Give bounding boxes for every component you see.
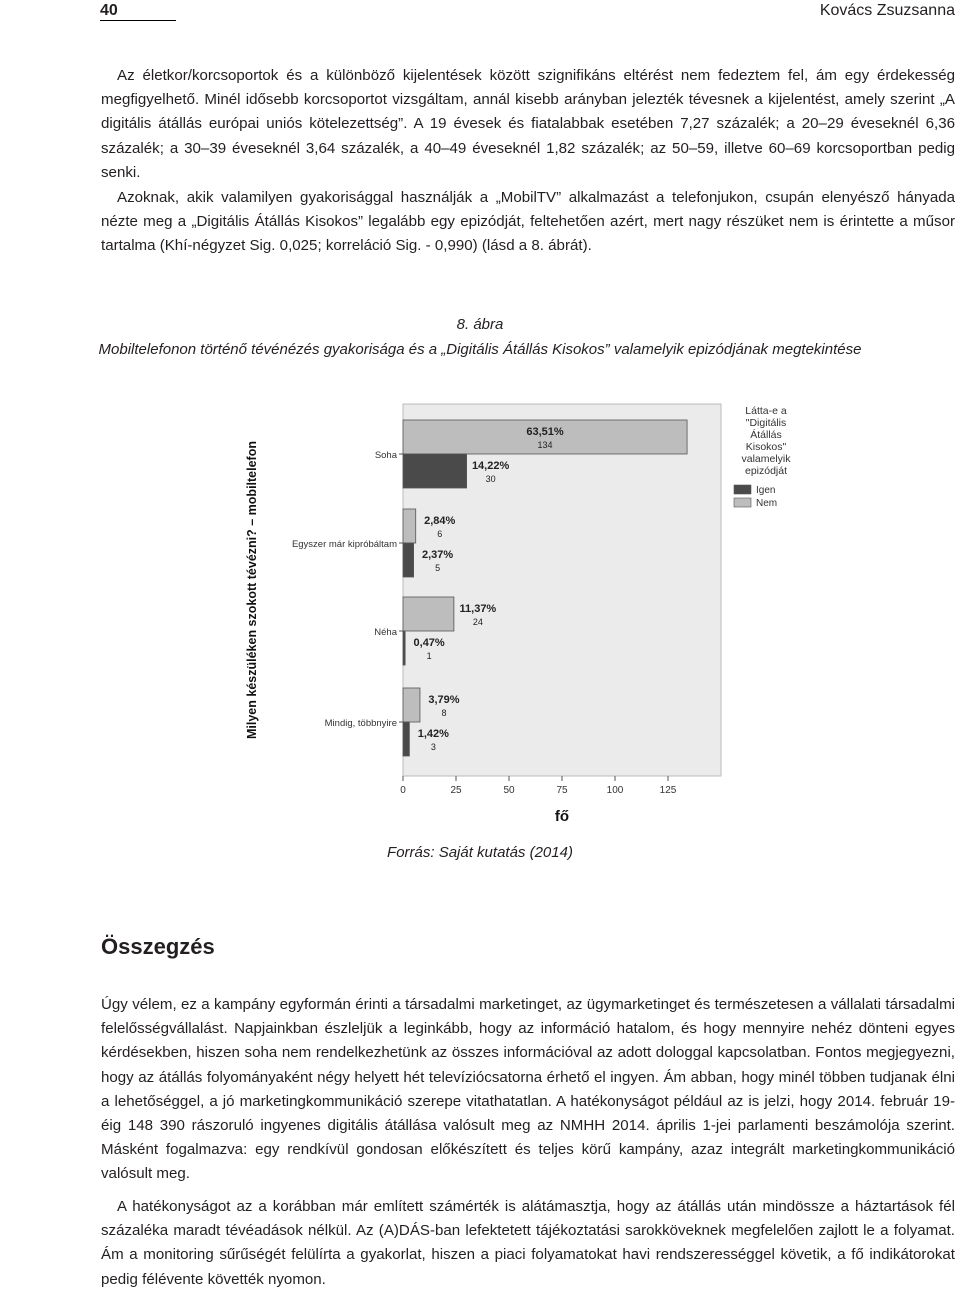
legend-item-label: Igen: [756, 485, 776, 496]
body-paragraph: Azoknak, akik valamilyen gyakorisággal használják a „MobilTV” alkalmazást a telefonjukon, csupán elenyésző hányada nézte meg a „Digitális Átállás Kisokos” legalább egy epizódját, feltehetően azért, mert nagy részüket nem is érintette a műsor tartalma (Khí-négyzet Sig. 0,025; korreláció Sig. - 0,990) (lásd a 8. ábrát).: [101, 189, 955, 255]
legend-swatch: [734, 485, 751, 494]
bar-chart: [236, 396, 806, 836]
legend-title: Látta-e a "Digitális Átállás Kisokos" valamelyik epizódját: [741, 405, 791, 477]
legend-swatch: [734, 498, 751, 507]
bar-count-label: 3: [430, 742, 436, 752]
figure-title: Mobiltelefonon történő tévénézés gyakorisága és a „Digitális Átállás Kisokos” valamelyik epizódjának megtekintése: [98, 341, 862, 358]
x-tick-label: 100: [606, 785, 624, 796]
bar-igen: [403, 543, 414, 577]
page-number: 40: [100, 2, 118, 19]
bar-percent-label: 1,42%: [417, 728, 449, 740]
bar-nem: [403, 509, 416, 543]
bar-count-label: 24: [472, 617, 483, 627]
x-tick-label: 125: [659, 785, 677, 796]
bar-igen: [403, 722, 409, 756]
bar-percent-label: 2,37%: [421, 549, 454, 561]
bar-percent-label: 63,51%: [526, 426, 564, 438]
category-label: Néha: [374, 627, 397, 638]
x-tick-label: 25: [450, 785, 462, 796]
bar-percent-label: 3,79%: [428, 694, 460, 706]
body-paragraph: Úgy vélem, ez a kampány egyformán érinti a társadalmi marketinget, az ügymarketinget és természetesen a vállalati társadalmi felelősségvállalást. Napjainkban észleljük a leginkább, hogy az információ hatalom, és hogy mennyire nehéz dönteni egyes kérdésekben, hiszen soha nem rendelkezhetünk az összes információval az adott dologgal kapcsolatban. Fontos megjegyezni, hogy az átállás folyományaként négy helyett hét televíziócsatorna érhető el ingyen. Ám abban, hogy minél többen tudjanak élni a lehetőséggel, a jó marketingkommunikáció szerepe vitathatatlan. A hatékonyságot például az is jelzi, hogy 2014. február 19-éig 148 390 rászoruló ingyenes digitális átállása valósult meg az NMHH 2014. április 1-jei parlamenti beszámolója szerint. Másként fogalmazva: egy rendkívül gondosan előkészített és teljes körű kampány, azaz integrált marketingkommunikáció valósult meg.: [101, 996, 955, 1183]
x-tick-label: 0: [400, 785, 406, 796]
x-tick-label: 75: [556, 785, 568, 796]
bar-percent-label: 11,37%: [459, 603, 497, 615]
category-label: Mindig, többnyire: [324, 718, 397, 729]
figure-number: 8. ábra: [456, 316, 504, 333]
bar-count-label: 5: [435, 563, 441, 573]
bar-igen: [403, 454, 467, 488]
bar-count-label: 30: [485, 474, 496, 484]
bar-count-label: 6: [437, 529, 443, 539]
bar-nem: [403, 688, 420, 722]
y-axis-label: Milyen készüléken szokott tévézni? – mobiltelefon: [245, 441, 259, 739]
legend-item-label: Nem: [756, 498, 778, 509]
header-rule: [100, 20, 176, 21]
body-paragraph: A hatékonyságot az a korábban már említett számérték is alátámasztja, hogy az átállás után mindössze a háztartások fél százaléka maradt tévéadások nélkül. Az (A)DÁS-ban lefektetett tájékoztatási sarokköveknek megfelelően zajlott le a folyamat. Ám a monitoring sűrűségét felülírta a gyakorlat, hiszen a piaci folyamatokat havi rendszerességgel követik, a fő indikátorokat pedig félévente követték nyomon.: [101, 1198, 955, 1288]
bar-percent-label: 2,84%: [424, 515, 456, 527]
bar-percent-label: 14,22%: [471, 460, 510, 472]
chart-legend: [734, 405, 791, 509]
bar-igen: [403, 631, 405, 665]
category-label: Egyszer már kipróbáltam: [291, 539, 397, 550]
bar-count-label: 8: [441, 708, 447, 718]
body-paragraph: Az életkor/korcsoportok és a különböző kijelentések között szignifikáns eltérést nem fedeztem fel, ám egy érdekesség megfigyelhető. Minél idősebb korcsoportot vizsgáltam, annál kisebb arányban jelezték tévesnek a kijelentést, amely szerint „A digitális átállás európai uniós kötelezettség”. A 19 évesek és fiatalabbak esetében 7,27 százalék; a 20–29 éveseknél 6,36 százalék; a 30–39 éveseknél 3,64 százalék, a 40–49 éveseknél 1,82 százalék; az 50–59, illetve 60–69 korcsoportban pedig senki.: [101, 67, 955, 181]
bar-count-label: 1: [426, 651, 432, 661]
bar-percent-label: 0,47%: [413, 637, 445, 649]
bar-count-label: 134: [537, 440, 553, 450]
x-tick-label: 50: [503, 785, 515, 796]
figure-source: Forrás: Saját kutatás (2014): [387, 844, 573, 861]
x-axis-label: fő: [554, 808, 570, 825]
running-author: Kovács Zsuzsanna: [819, 2, 955, 19]
bar-nem: [403, 597, 454, 631]
category-label: Soha: [374, 450, 397, 461]
section-heading: Összegzés: [101, 934, 215, 959]
